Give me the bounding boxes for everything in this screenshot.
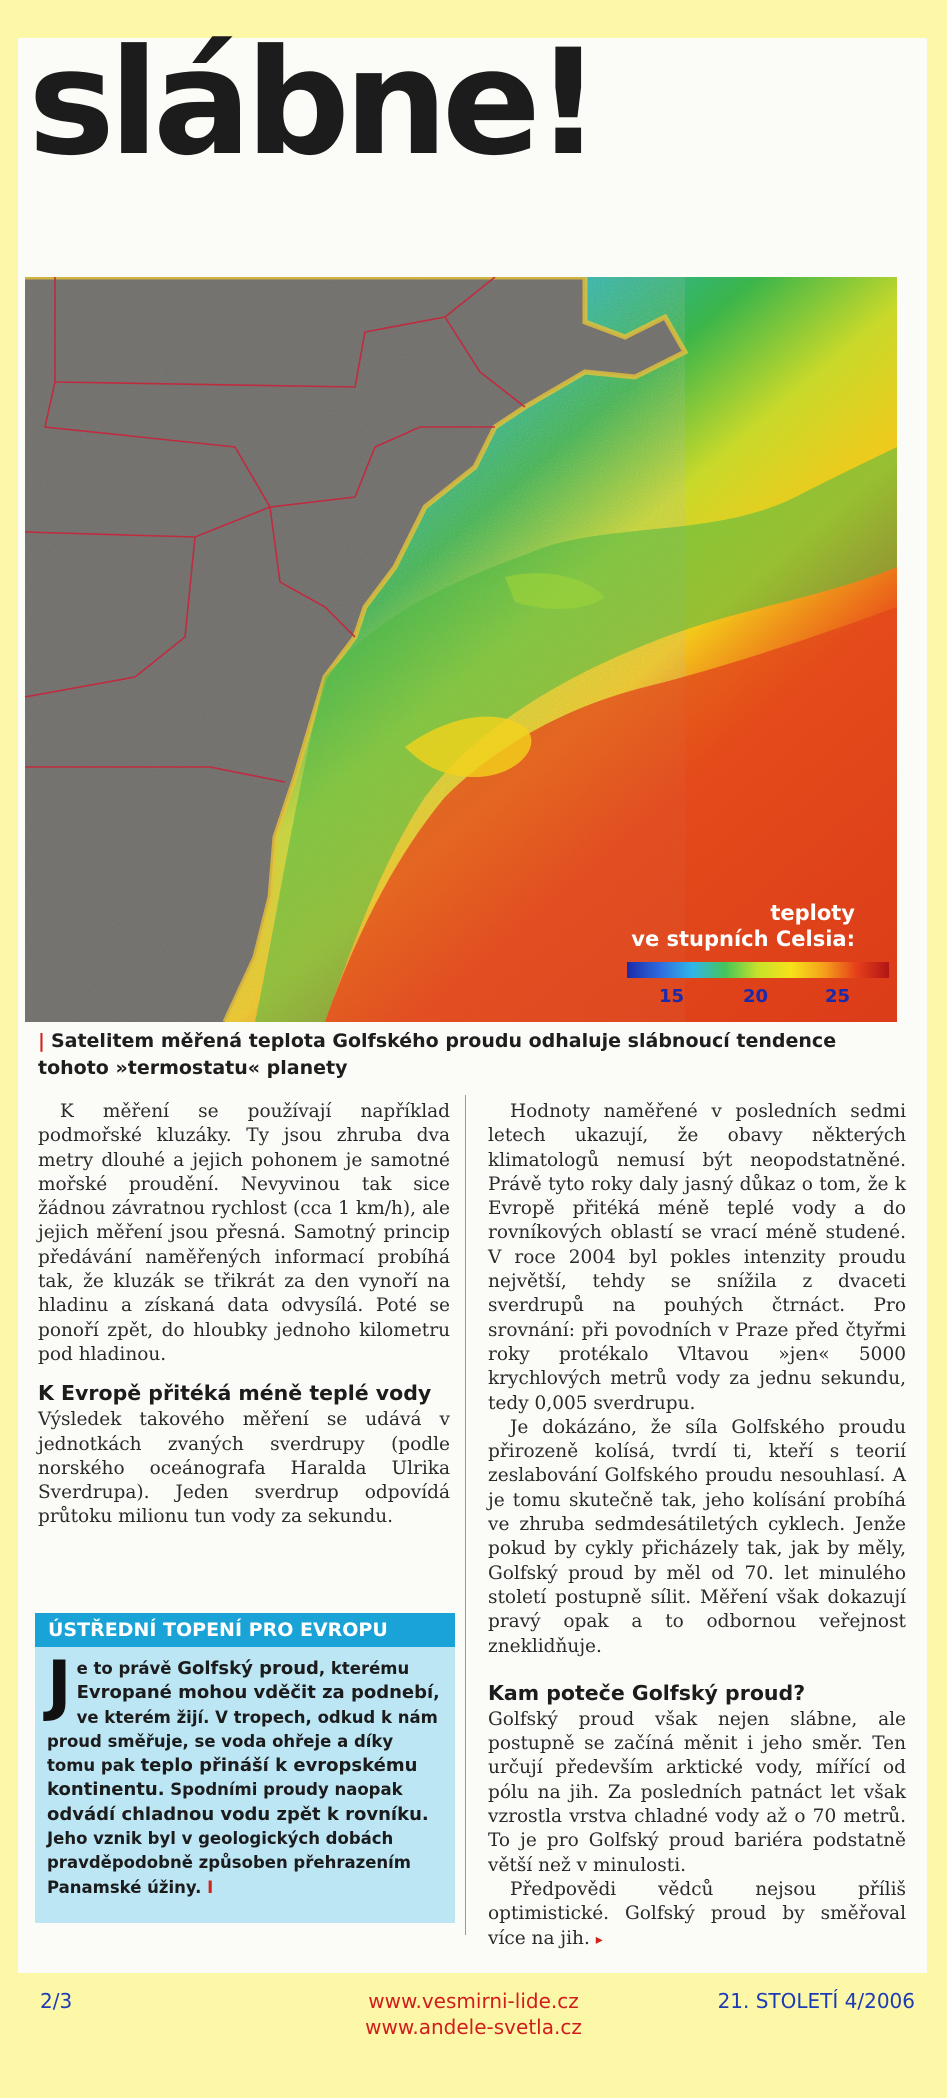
box-text-1: e to právě — [76, 1659, 178, 1678]
left-column — [38, 1100, 450, 1530]
box-text-4: Spodními proudy naopak — [164, 1780, 403, 1800]
satellite-temperature-map — [25, 277, 897, 1022]
footer-link-vesmirni-lide[interactable]: www.vesmirni-lide.cz — [368, 1989, 579, 2013]
sidebar-box-body — [35, 1647, 455, 1900]
footer-link-andele-svetla[interactable]: www.andele-svetla.cz — [365, 2015, 582, 2039]
caption-text: Satelitem měřená teplota Golfského proudu odhaluje slábnoucí tendence tohoto »termostatu« planety — [38, 1030, 837, 1079]
legend-title-line1: teploty — [770, 901, 855, 925]
legend-tick-20: 20 — [743, 986, 769, 1007]
right-subheading: Kam poteče Golfský proud? — [488, 1680, 806, 1705]
legend-title — [631, 900, 855, 952]
continue-arrow-icon: ▸ — [595, 1931, 603, 1948]
drop-cap: J — [47, 1647, 72, 1724]
right-column — [488, 1100, 906, 1952]
box-bold-4: odvádí chladnou vodu zpět k rovníku. — [47, 1803, 429, 1825]
headline: slábne! — [28, 18, 596, 188]
box-bold-3: teplo přináší k evropskému kontinentu. — [47, 1755, 418, 1801]
box-end-mark: I — [201, 1877, 214, 1897]
right-paragraph-3: Golfský proud však nejen slábne, ale postupně se začíná měnit i jeho směr. Ten určují především arktické vody, mířící od pólu na jih. Za posledních patnáct let však vzrostla vrstva chladné vody až o 70 metrů. To je pro Golfský proud bariéra podstatně větší než v minulosti. — [488, 1708, 906, 1876]
legend-title-line2: ve stupních Celsia: — [631, 927, 855, 951]
legend-tick-25: 25 — [825, 986, 851, 1007]
left-paragraph-1: K měření se používají například podmořské kluzáky. Ty jsou zhruba dva metry dlouhé a jejich pohonem je samotné mořské proudění. Nevyvinou tak sice žádnou závratnou rychlost (cca 1 km/h), ale jejich měření jsou přesná. Samotný princip předávání naměřených informací probíhá tak, že kluzák se třikrát za den vynoří na hladinu a získaná data odvysílá. Poté se ponoří zpět, do hloubky jednoho kilometru pod hladinou. — [38, 1101, 450, 1365]
box-text-3: , ve kterém žijí. V tropech, odkud k nám proud směřuje, se voda ohřeje a díky tomu pak — [47, 1683, 440, 1776]
caption-marker: | — [38, 1030, 45, 1052]
footer-page-number: 2/3 — [40, 1989, 73, 2013]
sidebar-box — [35, 1613, 455, 1923]
right-paragraph-4-text: Předpovědi vědců nejsou příliš optimistické. Golfský proud by směřoval více na jih. — [488, 1878, 906, 1949]
left-paragraph-2: Výsledek takového měření se udává v jednotkách zvaných sverdrupy (podle norského oceánografa Haralda Ulrika Sverdrupa). Jeden sverdrup odpovídá průtoku milionu tun vody za sekundu. — [38, 1409, 450, 1528]
box-bold-2: Evropané mohou vděčit za podnebí — [76, 1682, 434, 1704]
box-text-5: Jeho vznik byl v geologických dobách pravděpodobně způsoben přehrazením Panamské úžiny. — [47, 1829, 411, 1897]
sidebar-box-title: ÚSTŘEDNÍ TOPENÍ PRO EVROPU — [35, 1613, 455, 1647]
temperature-color-scale — [627, 962, 889, 978]
photo-caption — [38, 1028, 888, 1082]
legend-tick-15: 15 — [659, 986, 685, 1007]
column-divider — [465, 1095, 466, 1935]
footer-issue: 21. STOLETÍ 4/2006 — [717, 1989, 915, 2013]
right-paragraph-4 — [488, 1878, 906, 1952]
left-subheading: K Evropě přitéká méně teplé vody — [38, 1381, 432, 1406]
box-bold-1: Golfský proud — [177, 1658, 319, 1679]
right-paragraph-1: Hodnoty naměřené v posledních sedmi letech ukazují, že obavy některých klimatologů nemusí být neopodstatněné. Právě tyto roky daly jasný důkaz o tom, že k Evropě přitéká méně teplé vody a do rovníkových oblastí se vrací méně studené. V roce 2004 byl pokles intenzity proudu největší, tehdy se snížila z dvaceti sverdrupů na pouhých čtrnáct. Pro srovnání: při povodních v Praze před čtyřmi roky protékalo Vltavou »jen« 5000 krychlových metrů vody za jednu sekundu, tedy 0,005 sverdrupu. — [488, 1101, 906, 1414]
legend-ticks — [627, 986, 889, 1010]
right-paragraph-2: Je dokázáno, že síla Golfského proudu přirozeně kolísá, tvrdí ti, kteří s teorií zeslabování Golfského proudu nesouhlasí. A je tomu skutečně tak, jeho kolísání probíhá ve zhruba sedmdesátiletých cyklech. Jenže pokud by cykly přicházely tak, jak by měly, Golfský proud by měl od 70. let minulého století postupně sílit. Měření však dokazují pravý opak a to odbornou veřejnost zneklidňuje. — [488, 1416, 906, 1657]
box-text-2: , kterému — [318, 1659, 410, 1678]
